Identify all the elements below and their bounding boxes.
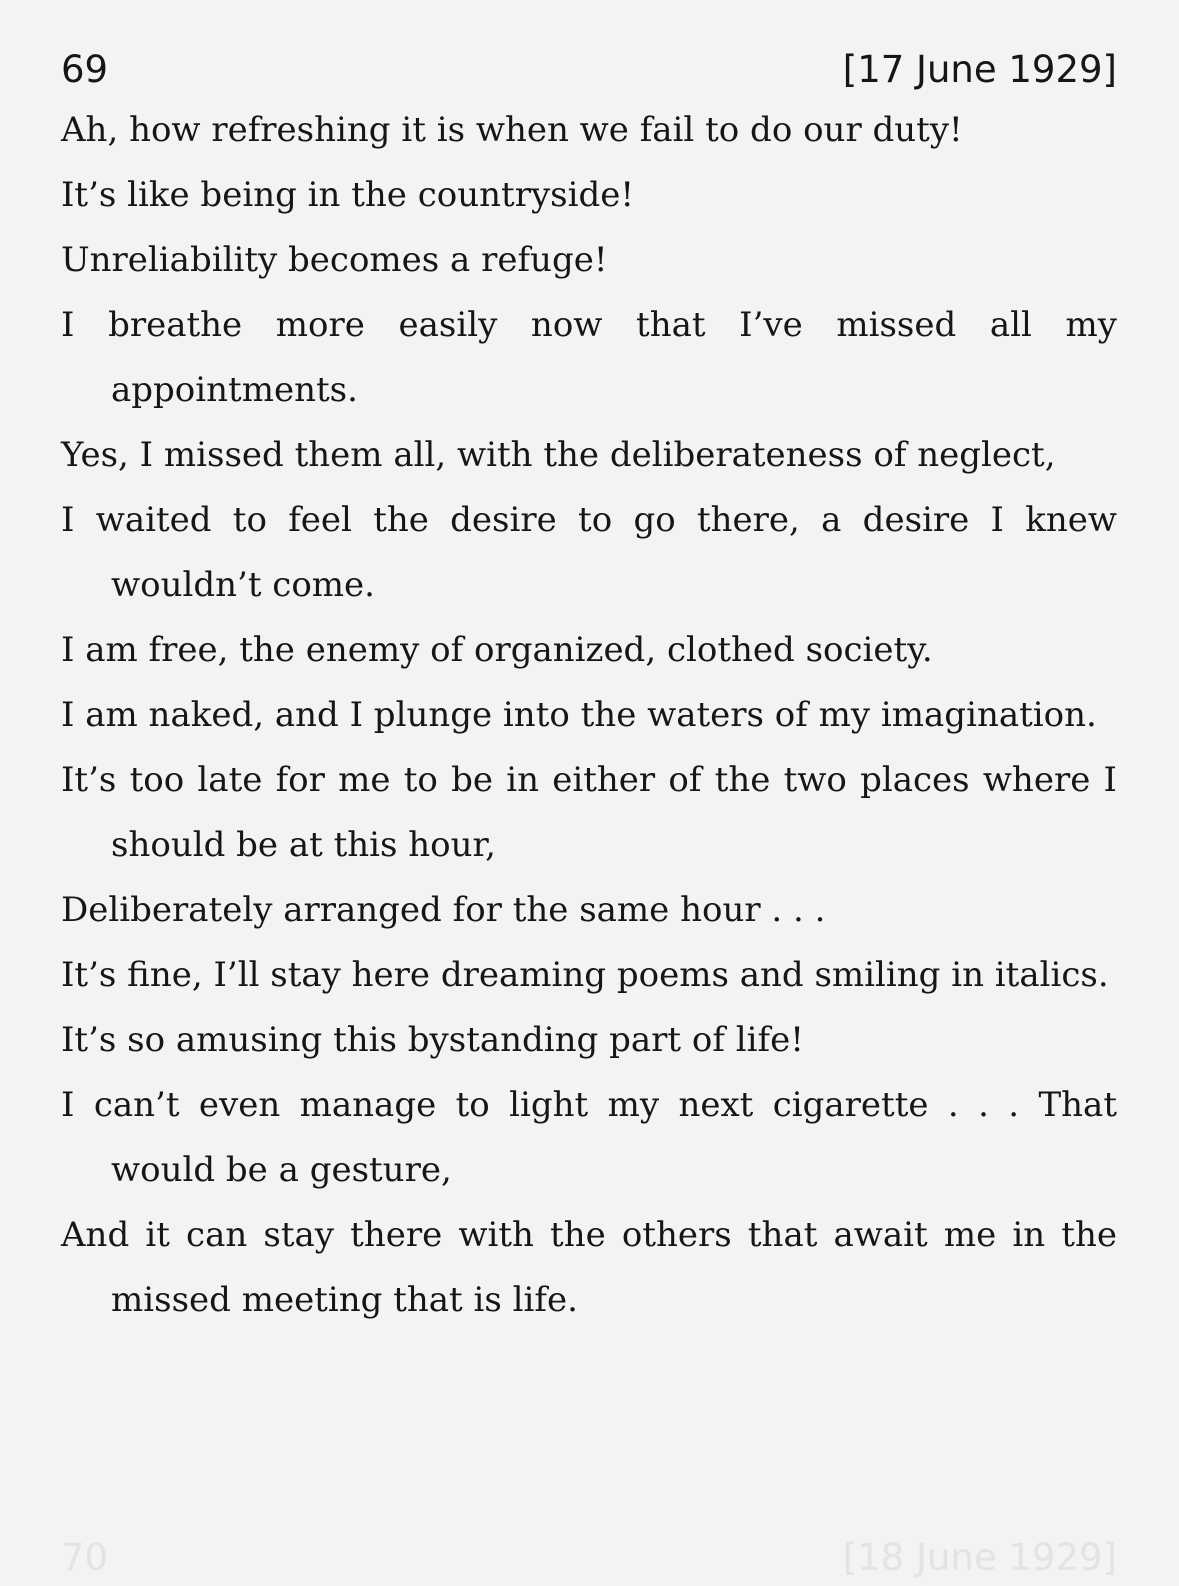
poem-date: [17 June 1929] (842, 48, 1117, 91)
poem-header (61, 42, 1117, 98)
poem-line: I can’t even manage to light my next cigarette . . . That would be a gesture, (61, 1085, 1117, 1190)
poem-line: I am free, the enemy of organized, clothed society. (61, 630, 933, 670)
poem-line: And it can stay there with the others that await me in the missed meeting that is life. (61, 1215, 1117, 1320)
poem-line: I breathe more easily now that I’ve missed all my appointments. (61, 305, 1117, 410)
poem-line: I waited to feel the desire to go there, a desire I knew wouldn’t come. (61, 500, 1117, 605)
poem-line: I am naked, and I plunge into the waters of my imagination. (61, 695, 1097, 735)
next-poem-number: 70 (61, 1536, 109, 1579)
poem-line: Ah, how refreshing it is when we fail to do our duty! (61, 110, 963, 150)
poem-line: Deliberately arranged for the same hour . . . (61, 890, 826, 930)
next-poem-header (61, 1530, 1117, 1586)
poem-line: It’s too late for me to be in either of the two places where I should be at this hour, (61, 760, 1117, 865)
poem-number: 69 (61, 48, 109, 91)
next-poem-date: [18 June 1929] (842, 1536, 1117, 1579)
poem-line: Yes, I missed them all, with the deliberateness of neglect, (61, 435, 1056, 475)
page-content (61, 42, 1117, 1333)
poem-line: It’s so amusing this bystanding part of life! (61, 1020, 804, 1060)
poem-line: Unreliability becomes a refuge! (61, 240, 608, 280)
poem-line: It’s like being in the countryside! (61, 175, 635, 215)
poem-line: It’s fine, I’ll stay here dreaming poems and smiling in italics. (61, 955, 1109, 995)
poem-body (61, 98, 1117, 1333)
